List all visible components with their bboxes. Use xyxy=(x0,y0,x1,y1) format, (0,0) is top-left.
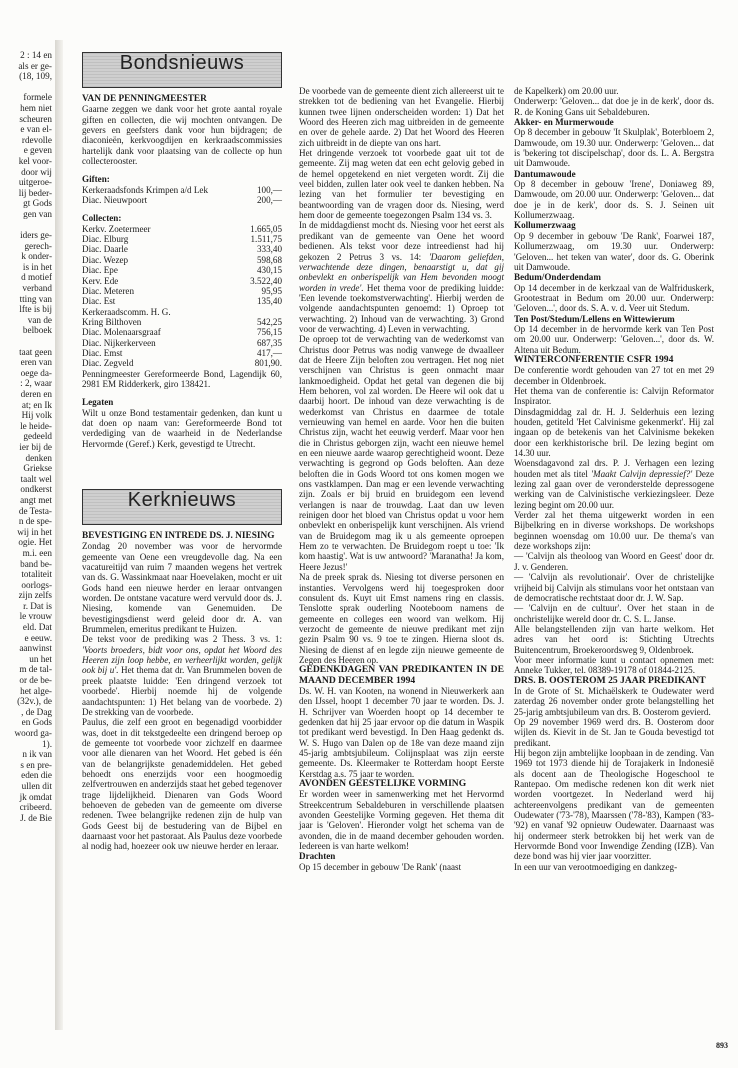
money-row-name: Diac. Nieuwpoort xyxy=(82,195,148,206)
prev-page-line: (18, 109, xyxy=(19,71,52,82)
money-row-amount: 542,25 xyxy=(256,316,282,327)
prev-page-line: als er ge- xyxy=(18,60,52,71)
page-number: 893 xyxy=(716,1041,728,1050)
prev-page-line: band be- xyxy=(20,558,52,569)
prev-page-line: e eeuw. xyxy=(24,632,52,643)
prev-page-line: n ik van xyxy=(22,749,52,760)
tenpost-heading: Ten Post/Stedum/Lellens en Wittewierum xyxy=(514,313,675,324)
money-row-amount: 417,— xyxy=(256,347,282,358)
column-left xyxy=(82,52,282,852)
prev-page-line: door wij xyxy=(21,166,52,177)
money-row-amount: 598,68 xyxy=(256,254,282,265)
niesing-p1: Zondag 20 november was voor de hervormde gemeente van Oene een vreugdevolle dag. Na een vacatureitijd van ruim 7 maanden wegens het vertrek van ds. G. Wassinkmaat naar Hoevelaken, mocht er uit Gods hand een nieuwe herder en leraar ontvangen worden. De ontstane vacature werd vervuld door ds. J. Niesing, komende van Genemuiden. De bevestigingsdienst werd geleid door dr. A. van Brummelen, emeritus predikant te Huizen. xyxy=(82,541,282,635)
money-row-amount: 200,— xyxy=(256,195,282,206)
money-row-name: Kring Bilthoven xyxy=(82,316,142,327)
prev-page-line: ondkerst xyxy=(20,484,52,495)
giften-heading: Giften: xyxy=(82,174,110,185)
collecten-table xyxy=(82,224,282,369)
oosterom-p3: Hij begon zijn ambtelijke loopbaan in de zending. Van 1969 tot 1973 diende hij de Torajakerk in Indonesië als docent aan de Theologische Hogeschool te Rantepao. Om medische redenen kon dit werk niet worden voortgezet. In Nederland werd hij achtereenvolgens predikant van de gemeenten Oudewater ('73-'78), Maarssen ('78-'83), Kampen ('83-'92) en vanaf '92 opnieuw Oudewater. Daarnaast was hij ondermeer sterk betrokken bij het werk van de Hervormde Bond voor Inwendige Zending (IZB). Van deze bond was hij vier jaar voorzitter. xyxy=(514,748,714,862)
prev-page-line: gen van xyxy=(23,208,52,219)
money-row xyxy=(82,244,282,254)
prev-page-line: denken xyxy=(25,452,52,463)
prev-page-line: oorlogs- xyxy=(21,579,52,590)
prev-page-line: cribeerd. xyxy=(19,802,52,813)
money-row-amount: 95,95 xyxy=(261,285,282,296)
prev-page-line: (32v.), de xyxy=(17,696,52,707)
prev-page-line: at; en Ik xyxy=(21,399,52,410)
prev-page-line: eren van xyxy=(20,357,52,368)
prev-page-line: Hij volk xyxy=(21,410,52,421)
money-row-amount: 333,40 xyxy=(256,244,282,255)
money-row xyxy=(82,195,282,205)
money-row-amount: 801,90. xyxy=(254,358,282,369)
prev-page-line: ogie. Het xyxy=(18,537,52,548)
prev-page-line: lij beder- xyxy=(18,187,52,198)
prev-page-line xyxy=(0,336,52,347)
akker-heading: Akker- en Murmerwoude xyxy=(514,117,614,128)
prev-page-line: n de spe- xyxy=(18,516,52,527)
money-row-name: Kerkeraadscomm. H. G. xyxy=(82,306,171,317)
giften-table xyxy=(82,185,282,206)
kerknieuws-banner xyxy=(82,489,282,525)
bedum-heading: Bedum/Onderdendam xyxy=(514,272,601,283)
prev-page-line: e geven xyxy=(23,145,52,156)
prev-page-line: un het xyxy=(29,653,52,664)
penningmeester-text: Gaarne zeggen we dank voor het grote aantal royale giften en collecten, die wij mochten ontvangen. De gevers en geefsters dank voor hun bijdragen; de diaconieën, kerkvoogdijen en kerkraadscommissies hartelijk dank voor plaatsing van de collecte op hun collecterooster. xyxy=(82,104,282,167)
kollum-heading: Kollumerzwaag xyxy=(514,220,576,231)
winter-p1: De conferentie wordt gehouden van 27 tot en met 29 december in Oldenbroek. xyxy=(514,365,714,386)
prev-page-line: belboek xyxy=(22,325,52,336)
niesing-heading: BEVESTIGING EN INTREDE DS. J. NIESING xyxy=(82,531,275,541)
prev-page-line: het alge- xyxy=(20,685,52,696)
col2-p1: De voorbede van de gemeente dient zich allereerst uit te strekken tot de bediening van het Evangelie. Hierbij kunnen twee lijnen onderscheiden worden: 1) Dat het Woord des Heeren zich mag uitbreiden in de gemeente en over de gehele aarde. 2) Dat het Woord des Heeren zich uitbreidt in de diepte van ons hart. xyxy=(299,86,504,148)
money-row-name: Diac. Epe xyxy=(82,265,118,276)
prev-page-line: jk omdat xyxy=(19,791,52,802)
prev-page-line: m de tal- xyxy=(19,664,52,675)
drachten-text: Op 15 december in gebouw 'De Rank' (naast xyxy=(299,861,462,872)
prev-page-line: r. Dat is xyxy=(23,600,52,611)
money-row xyxy=(82,265,282,275)
prev-page-line: m.i. een xyxy=(22,547,52,558)
winter-workshop-1: — 'Calvijn als theoloog van Woord en Geest' door dr. J. v. Genderen. xyxy=(514,551,714,572)
kerknieuws-title: Kerknieuws xyxy=(127,489,237,511)
prev-page-line: ullen dit xyxy=(21,780,52,791)
prev-page-line: scheuren xyxy=(19,113,52,124)
money-row-amount: 100,— xyxy=(256,184,282,195)
money-row xyxy=(82,224,282,234)
prev-page-line: 2 : 14 en xyxy=(20,50,52,60)
prev-page-line: eld. Dat xyxy=(22,622,52,633)
money-row xyxy=(82,338,282,348)
money-row-amount: 1.511,75 xyxy=(250,234,282,245)
penningmeester-heading: VAN DE PENNINGMEESTER xyxy=(82,94,207,104)
oosterom-heading: DRS. B. OOSTEROM 25 JAAR PREDIKANT xyxy=(514,674,706,686)
winter-p6: Alle belangstellenden zijn van harte welkom. Het adres van het oord is: Stichting Utrechts Buitencentrum, Broekeroordsweg 9, Oldenbroek. xyxy=(514,623,714,655)
previous-page-edge-text xyxy=(0,50,52,970)
collecten-heading: Collecten: xyxy=(82,213,122,224)
money-row-name: Kerkeraadsfonds Krimpen a/d Lek xyxy=(82,184,209,195)
prev-page-line: s en pre- xyxy=(20,759,52,770)
prev-page-line: taalt wel xyxy=(20,473,52,484)
money-row xyxy=(82,327,282,337)
prev-page-line: de Testa- xyxy=(18,505,52,516)
prev-page-line: kel voor- xyxy=(18,155,52,166)
oosterom-p1: In de Grote of St. Michaëlskerk te Oudewater werd zaterdag 26 november onder grote belangstelling het 25-jarig ambtsjubileum van drs. B. Oosterom gevierd. xyxy=(514,685,714,717)
prev-page-line: en Gods xyxy=(21,717,52,728)
legaten-heading: Legaten xyxy=(82,397,114,408)
prev-page-line: formele xyxy=(23,92,52,103)
prev-page-line: angt met xyxy=(20,494,52,505)
money-row-name: Diac. Est xyxy=(82,296,116,307)
money-row-name: Kerv. Ede xyxy=(82,275,119,286)
money-row xyxy=(82,185,282,195)
winter-p3: Dinsdagmiddag zal dr. H. J. Selderhuis een lezing houden, getiteld 'Het Calvinisme gekenmerkt'. Hij zal ingaan op de betekenis van het Calvinisme bekeken door een kerkhistorische bril. De lezing begint om 14.30 uur. xyxy=(514,406,714,459)
money-row-amount: 1.665,05 xyxy=(250,223,282,234)
money-row-name: Diac. Zegveld xyxy=(82,358,134,369)
prev-page-line: iders ge- xyxy=(20,230,52,241)
money-row-name: Diac. Daarle xyxy=(82,244,128,255)
winter-p2: Het thema van de conferentie is: Calvijn Reformator Inspirator. xyxy=(514,385,714,407)
bedum-text: Op 14 december in de kerkzaal van de Walfriduskerk, Grootestraat in Bedum om 20.00 uur. Onderwerp: 'Geloven...', door ds. S. A. v. d. Veer uit Stedum. xyxy=(514,282,714,314)
prev-page-line: gedeeld xyxy=(23,431,52,442)
prev-page-line: gerech- xyxy=(24,240,52,251)
money-row-amount: 135,40 xyxy=(256,296,282,307)
money-row-name: Diac. Wezep xyxy=(82,254,129,265)
money-row-amount: 430,15 xyxy=(256,265,282,276)
kollum-text: Op 9 december in gebouw 'De Rank', Foarwei 187, Kollumerzwaag, om 19.30 uur. Onderwerp: 'Geloven... het teken van water', door ds. G. Oberink uit Damwoude. xyxy=(514,230,714,272)
tenpost-text: Op 14 december in de hervormde kerk van Ten Post om 20.00 uur. Onderwerp: 'Geloven...', door ds. W. Altena uit Bedum. xyxy=(514,323,714,355)
money-row xyxy=(82,317,282,327)
money-row xyxy=(82,286,282,296)
money-row-amount: 687,35 xyxy=(256,337,282,348)
prev-page-line: d motief xyxy=(21,272,52,283)
col3-p1: de Kapelkerk) om 20.00 uur. xyxy=(514,86,619,96)
money-row-amount: 3.522,40 xyxy=(250,275,282,286)
dantum-heading: Dantumawoude xyxy=(514,168,576,179)
prev-page-line: tting van xyxy=(19,293,52,304)
prev-page-line: rdevolle xyxy=(21,134,52,145)
prev-page-line: hem niet xyxy=(20,102,52,113)
money-row-amount: 756,15 xyxy=(256,327,282,338)
prev-page-line: , de Dag xyxy=(21,706,52,717)
prev-page-line: gt Gods xyxy=(23,198,52,209)
col2-p4: De oproep tot de verwachting van de wederkomst van Christus door Petrus was nodig vanwege de dwaalleer dat de Heere Zijn beloften zou vertragen. Het nog niet verschijnen van Christus is geen onmacht maar lankmoedigheid. Opdat het getal van degenen die bij Hem behoren, vol zal worden. De Heere wil ook dat u daarbij hoort. De inhoud van deze verwachting is de wederkomst van Christus en daarmee de totale vernieuwing van hemel en aarde. Voor hen die buiten Christus zijn, wacht het eeuwig verderf. Maar voor hen die in Christus geborgen zijn, wacht een nieuwe hemel en een nieuwe aarde waarop gerechtigheid woont. Deze verwachting is gegrond op Gods beloften. Aan deze beloften die in Gods Woord tot ons komen mogen we ons vastklampen. Dan mag er een levende verwachting zijn. Zoals er bij bruid en bruidegom een levend verlangen is naar de trouwdag. Laat dan uw leven reinigen door het bloed van Christus opdat u voor hem onbevlekt en onberispelijk kunt verschijnen. Als vriend van de Bruidegom mag ik u als gemeente oproepen Hem zo te verwachten. De Bruidegom roept u toe: 'Ik kom haastig'. Wat is uw antwoord? 'Maranatha! Ja kom, Heere Jezus!' xyxy=(299,334,504,572)
col2-p5: Na de preek sprak ds. Niesing tot diverse personen en instanties. Vervolgens werd hij toegesproken door consulent ds. Kuyt uit Emst namens ring en classis. Tenslotte sprak ouderling Nooteboom namens de gemeente en colleges een woord van welkom. Hij verzocht de gemeente de nieuwe predikant met zijn gezin Psalm 90 vs. 9 toe te zingen. Hierna sloot ds. Niesing de dienst af en legde zijn nieuwe gemeente de Zegen des Heeren op. xyxy=(299,572,504,665)
prev-page-line: zijn zelfs xyxy=(18,590,52,601)
oosterom-p4: In een uur van verootmoediging en dankzeg- xyxy=(514,861,678,872)
avonden-text: Er worden weer in samenwerking met het Hervormd Streekcentrum Sebaldeburen in verschillende plaatsen avonden Geestelijke Vorming gegeven. Het thema dit jaar is 'Geloven'. Hieronder volgt het schema van de avonden, die in de maand december gehouden worden. Iedereen is van harte welkom! xyxy=(299,789,504,852)
prev-page-line: le heide- xyxy=(20,420,52,431)
prev-page-line: uitgeroe- xyxy=(18,177,52,188)
money-row-name: Kerkv. Zoetermeer xyxy=(82,223,151,234)
prev-page-line: lfte is bij xyxy=(19,304,52,315)
col2-p2: Het dringende verzoek tot voorbede gaat uit tot de gemeente. Zij mag weten dat een echt gelovig gebed in de hemel opgetekend en niet vergeten wordt. Zij die veel bidden, zullen later ook veel te danken hebben. Na lezing van het formulier ter bevestiging en beantwoording van de vragen door ds. Niesing, werd hem door de gemeente toegezongen Psalm 134 vs. 3. xyxy=(299,148,504,221)
prev-page-line: 1). xyxy=(42,738,52,749)
bondsnieuws-banner xyxy=(82,52,282,88)
avonden-heading: AVONDEN GEESTELIJKE VORMING xyxy=(299,778,467,790)
gedenkdagen-text: Ds. W. H. van Kooten, na wonend in Nieuwerkerk aan den IJssel, hoopt 1 december 70 jaar te worden. Ds. J. H. Schrijver van Woerden hoopt op 14 december te gedenken dat hij 25 jaar ervoor op die datum in Waspik tot predikant werd bevestigd. In Den Haag gedenkt ds. W. S. Hugo van Dalen op de 18e van deze maand zijn 45-jarig ambtsjubileum. Colijnsplaat was zijn eerste gemeente. Ds. Kleermaker te Rotterdam hoopt Eerste Kerstdag a.s. 75 jaar te worden. xyxy=(299,685,504,779)
prev-page-line: deren en xyxy=(20,389,52,399)
col3-p2: Onderwerp: 'Geloven... dat doe je in de kerk', door ds. R. de Koning Gans uit Sebaldeburen. xyxy=(514,96,714,117)
money-row-name: Diac. Elburg xyxy=(82,234,129,245)
money-row-amount xyxy=(229,307,282,317)
prev-page-line: is in het xyxy=(22,261,52,272)
winter-workshop-3: — 'Calvijn en de cultuur'. Over het staan in de onchristelijke wereld door dr. C. S. L. Janse. xyxy=(514,603,714,624)
akker-text: Op 8 december in gebouw 'It Skulplak', Boterbloem 2, Damwoude, om 19.30 uur. Onderwerp: 'Geloven... dat is 'bekering tot discipelschap', door ds. L. A. Bergstra uit Damwoude. xyxy=(514,127,714,169)
prev-page-line xyxy=(0,82,52,93)
prev-page-line: Griekse xyxy=(23,463,52,474)
winter-p7: Voor meer informatie kunt u contact opnemen met: Anneke Tukker, tel. 08389-19178 of 01844-2125. xyxy=(514,654,714,676)
penningmeester-address: Penningmeester Gereformeerde Bond, Lagendijk 60, 2981 EM Ridderkerk, giro 138421. xyxy=(82,368,282,389)
money-row xyxy=(82,255,282,265)
bondsnieuws-title: Bondsnieuws xyxy=(119,52,245,74)
prev-page-line: oege da- xyxy=(20,367,52,378)
prev-page-line: taat geen xyxy=(19,346,52,357)
drachten-heading: Drachten xyxy=(299,851,336,862)
gedenkdagen-heading: GEDENKDAGEN VAN PREDIKANTEN IN DE MAAND DECEMBER 1994 xyxy=(299,664,504,686)
money-row-name: Diac. Nijkerkerveen xyxy=(82,337,156,348)
prev-page-line: van de xyxy=(27,314,52,325)
niesing-p2: De tekst voor de prediking was 2 Thess. 3 vs. 1: 'Voorts broeders, bidt voor ons, opdat het Woord des Heeren zijn loop hebbe, en verheerlijkt worden, gelijk ook bij u'. Het thema dat dr. Van Brummelen boven de preek plaatste luidde: 'Een dringend verzoek tot voorbede'. Hierbij noemde hij de volgende aandachtspunten: 1) Het belang van de voorbede. 2) De strekking van de voorbede. xyxy=(82,634,282,717)
winter-workshop-2: — 'Calvijn als revolutionair'. Over de christelijke vrijheid bij Calvijn als stimulans voor het ontstaan van de democratische rechtstaat door dr. J. W. Sap. xyxy=(514,572,714,603)
money-row xyxy=(82,296,282,306)
prev-page-line: or de be- xyxy=(19,675,52,686)
money-row xyxy=(82,307,282,317)
prev-page-line: woord ga- xyxy=(14,728,52,738)
dantum-text: Op 8 december in gebouw 'Irene', Doniaweg 89, Damwoude, om 20.00 uur. Onderwerp: 'Geloven... dat doe je in de kerk', door ds. S. J. Seinen uit Kollumerzwaag. xyxy=(514,179,714,221)
legaten-text: Wilt u onze Bond testamentair gedenken, dan kunt u dat doen op naam van: Gereformeerde Bond tot verdediging van de waarheid in de Nederlandse Hervormde (Geref.) Kerk, gevestigd te Utrecht. xyxy=(82,407,282,449)
money-row xyxy=(82,234,282,244)
money-row-name: Diac. Emst xyxy=(82,347,123,358)
winterconferentie-heading: WINTERCONFERENTIE CSFR 1994 xyxy=(514,353,674,365)
prev-page-line: J. de Bie xyxy=(20,812,52,823)
prev-page-line: ier bij de xyxy=(19,441,52,452)
niesing-p3: Paulus, die zelf een groot en begenadigd voorbidder was, doet in dit tekstgedeelte een dringend beroep op de gemeente tot voorbede voor zichzelf en daarmee voor alle dienaren van het Woord. Het gebed is één van de belangrijkste genademiddelen. Het gebed behoedt ons enerzijds voor een hoogmoedig zelfvertrouwen en anderzijds staat het gebed tegenover trage lijdelijkheid. Dienaren van Gods Woord behoeven de gebeden van de gemeente om diverse redenen. Twee belangrijke redenen zijn de hulp van Gods Geest bij de bestudering van de Bijbel en daarnaast voor het pastoraat. Als Paulus deze voorbede al nodig had, hoezeer ook uw nieuwe herder en leraar. xyxy=(82,717,282,852)
winter-p4: Woensdagavond zal drs. P. J. Verhagen een lezing houden met als titel 'Maakt Calvijn depressief?' Deze lezing zal gaan over de veronderstelde depressogene werking van de Calvinistische verkiezingsleer. Deze lezing begint om 20.00 uur. xyxy=(514,458,715,510)
prev-page-line: le vrouw xyxy=(19,611,52,622)
oosterom-p2: Op 29 november 1969 werd drs. B. Oosterom door wijlen ds. Kievit in de St. Jan te Gouda bevestigd tot predikant. xyxy=(514,716,714,748)
prev-page-line: k onder- xyxy=(21,251,52,262)
column-middle xyxy=(299,86,504,872)
money-row-name: Diac. Meteren xyxy=(82,285,135,296)
prev-page-line: totaliteit xyxy=(21,569,52,580)
money-row xyxy=(82,348,282,358)
column-right xyxy=(514,86,714,872)
money-row xyxy=(82,358,282,368)
money-row xyxy=(82,276,282,286)
winter-p5: Verder zal het thema uitgewerkt worden in een Bijbelkring en in diverse workshops. De workshops beginnen woensdag om 10.00 uur. De thema's van deze workshops zijn: xyxy=(514,510,714,552)
money-row-name: Diac. Molenaarsgraaf xyxy=(82,327,161,338)
prev-page-line: wij in het xyxy=(17,526,52,537)
prev-page-line: eden die xyxy=(21,770,52,781)
prev-page-line: verband xyxy=(22,283,52,294)
prev-page-line: : 2, waar xyxy=(20,378,52,389)
prev-page-line: aanwinst xyxy=(19,643,52,654)
prev-page-line xyxy=(0,220,52,231)
page-gutter xyxy=(55,40,63,1030)
prev-page-line: e van el- xyxy=(20,124,52,135)
col2-p3: In de middagdienst mocht ds. Niesing voor het eerst als predikant van de gemeente van Oene het woord bedienen. Als tekst voor deze intreedienst had hij gekozen 2 Petrus 3 vs. 14: 'Daarom geliefden, verwachtende deze dingen, benaarstigt u, dat gij onbevlekt en onberispelijk van Hem bevonden moogt worden in vrede'. Het thema voor de prediking luidde: 'Een levende toekomstverwachting'. Hierbij werden de volgende aandachtspunten genoemd: 1) Oproep tot verwachting. 2) Inhoud van de verwachting. 3) Grond voor de verwachting. 4) Leven in verwachting. xyxy=(299,220,504,334)
